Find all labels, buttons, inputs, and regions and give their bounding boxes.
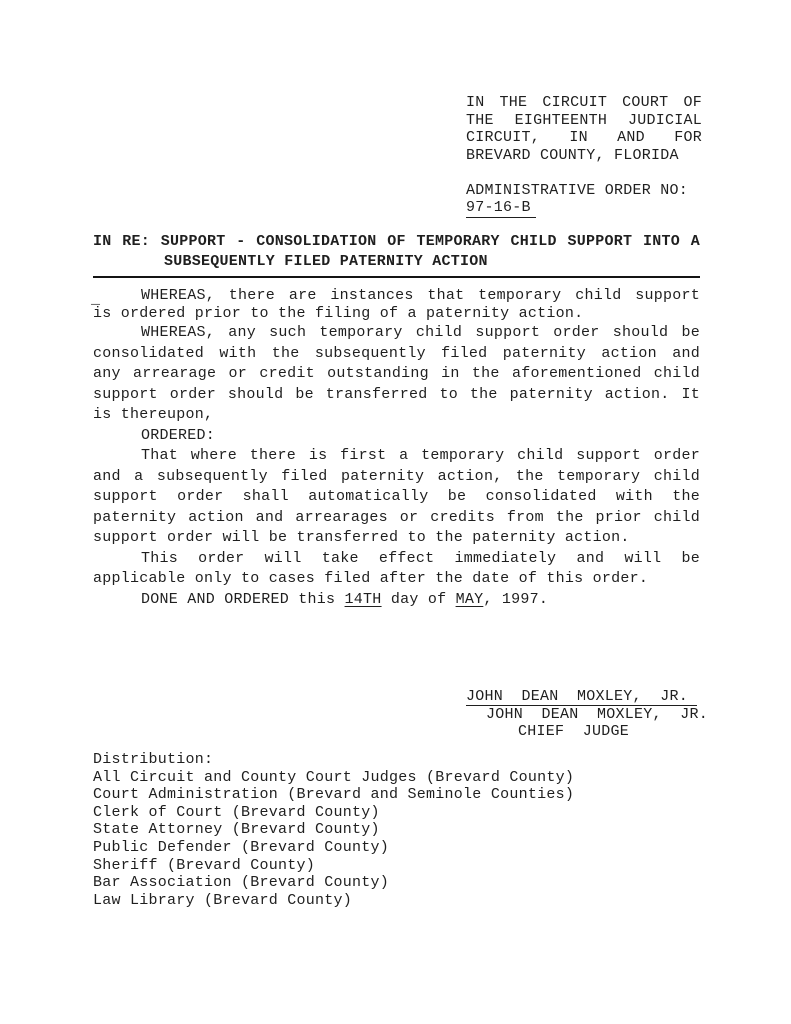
body-line: support order will be transferred to the paternity action. [93, 529, 630, 546]
judge-name-printed: JOHN DEAN MOXLEY, JR. [486, 706, 709, 724]
distribution-item: Public Defender (Brevard County) [93, 838, 390, 856]
in-re-line-2: SUBSEQUENTLY FILED PATERNITY ACTION [164, 252, 488, 270]
distribution-item: All Circuit and County Court Judges (Brevard County) [93, 768, 575, 786]
court-header-line: BREVARD COUNTY, FLORIDA [466, 146, 679, 164]
underlined-text: 97-16-B [466, 199, 536, 218]
heading-rule [93, 276, 700, 278]
body-line: support order shall automatically be consolidated with the [93, 488, 700, 505]
order-body [93, 288, 700, 610]
body-line: WHEREAS, there are instances that temporary child support [141, 287, 700, 304]
court-header-line: IN THE CIRCUIT COURT OF [466, 94, 702, 111]
body-line: is ordered prior to the filing of a paternity action. [93, 305, 584, 322]
court-header-line: ADMINISTRATIVE ORDER NO: [466, 181, 689, 199]
body-line: and a subsequently filed paternity action, the temporary child [93, 467, 700, 485]
judge-signature-line [466, 688, 708, 706]
underlined-text: 14TH [344, 590, 382, 608]
distribution-title: Distribution: [93, 751, 214, 768]
text-segment: day of [381, 590, 456, 608]
text-segment: DONE AND ORDERED this [141, 590, 345, 608]
body-line: paternity action and arrearages or credits from the prior child [93, 508, 700, 526]
distribution-item: Sheriff (Brevard County) [93, 856, 316, 874]
in-re-line-1: IN RE: SUPPORT - CONSOLIDATION OF TEMPORARY CHILD SUPPORT INTO A [93, 233, 700, 250]
in-re-heading [93, 232, 700, 271]
body-line: That where there is first a temporary child support order [141, 447, 700, 464]
court-header-line [466, 199, 702, 218]
body-line: support order should be transferred to the paternity action. It [93, 385, 700, 403]
signature-block [466, 688, 708, 741]
distribution-item: Clerk of Court (Brevard County) [93, 803, 380, 821]
text-segment: , 1997. [483, 590, 549, 608]
distribution-item: Bar Association (Brevard County) [93, 874, 390, 892]
court-header-line: THE EIGHTEENTH JUDICIAL [466, 111, 702, 129]
distribution-item: Law Library (Brevard County) [93, 891, 353, 909]
body-line: any arrearage or credit outstanding in the aforementioned child [93, 365, 700, 382]
stray-underscore-mark: _ [91, 291, 101, 308]
court-header-line [466, 164, 702, 182]
body-line: WHEREAS, any such temporary child support order should be [141, 324, 700, 341]
body-line: applicable only to cases filed after the date of this order. [93, 570, 649, 587]
court-header-line: CIRCUIT, IN AND FOR [466, 129, 702, 146]
body-line: ORDERED: [141, 426, 216, 444]
underlined-text: MAY [455, 590, 484, 608]
body-line: This order will take effect immediately and will be [141, 549, 700, 567]
judge-title: CHIEF JUDGE [518, 723, 630, 741]
body-line: is thereupon, [93, 406, 214, 423]
underlined-text: JOHN DEAN MOXLEY, JR. [466, 688, 697, 706]
court-header [466, 94, 702, 218]
distribution-block [93, 751, 574, 909]
distribution-item: State Attorney (Brevard County) [93, 821, 380, 839]
distribution-item: Court Administration (Brevard and Seminole Counties) [93, 786, 575, 804]
body-line [93, 590, 700, 611]
body-line: consolidated with the subsequently filed paternity action and [93, 344, 700, 362]
